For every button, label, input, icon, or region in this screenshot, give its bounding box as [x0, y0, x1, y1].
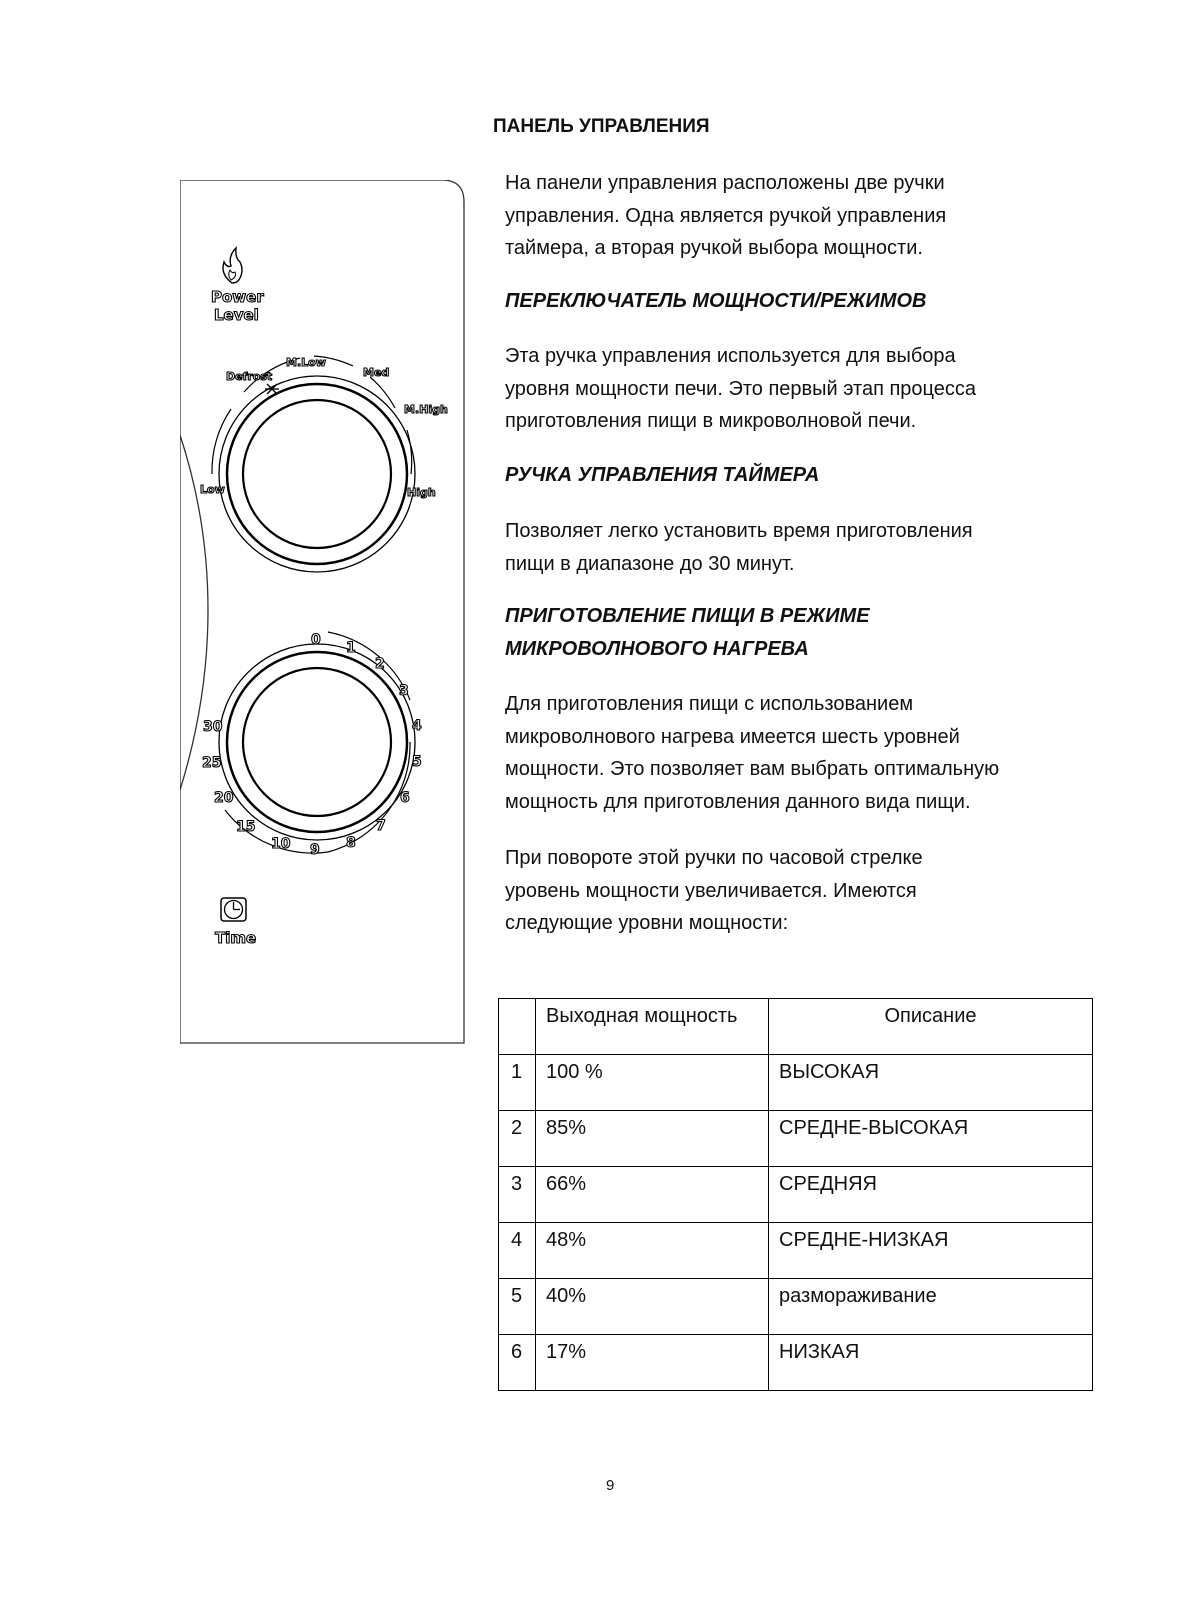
table-row [499, 1167, 1093, 1223]
text-line: уровня мощности печи. Это первый этап процесса [505, 377, 977, 400]
table-row [499, 1111, 1093, 1167]
table-cell: 85% [536, 1111, 769, 1167]
table-cell: 1 [499, 1055, 536, 1111]
intro-line: управления. Одна является ручкой управления [505, 204, 947, 227]
power-levels-table [498, 998, 1093, 1391]
table-header-cell [499, 999, 536, 1055]
table-cell: 5 [499, 1279, 536, 1335]
section-power-switch-text [505, 340, 1105, 438]
text-line: Позволяет легко установить время приготовления [505, 520, 973, 542]
page-number: 9 [606, 1477, 615, 1494]
timer-mark: 10 [271, 836, 291, 852]
heading-line: МИКРОВОЛНОВОГО НАГРЕВА [505, 638, 809, 660]
text-line: мощность для приготовления данного вида пищи. [505, 790, 971, 813]
table-header-cell: Выходная мощность [536, 999, 769, 1055]
timer-mark: 2 [375, 656, 385, 672]
section-timer-text [505, 515, 1105, 580]
table-cell: СРЕДНЕ-НИЗКАЯ [769, 1223, 1093, 1279]
timer-mark: 9 [310, 842, 320, 858]
time-label: Time [215, 929, 257, 947]
table-cell: ВЫСОКАЯ [769, 1055, 1093, 1111]
text-line: микроволнового нагрева имеется шесть уровней [505, 725, 960, 748]
intro-paragraph [505, 167, 1105, 265]
power-mark-m-low: M.Low [286, 356, 326, 369]
clock-icon [221, 898, 246, 921]
timer-mark: 30 [203, 719, 223, 735]
section-heading-power-switch: ПЕРЕКЛЮЧАТЕЛЬ МОЩНОСТИ/РЕЖИМОВ [505, 290, 927, 312]
table-cell: размораживание [769, 1279, 1093, 1335]
control-panel-illustration [180, 180, 480, 1050]
table-header-row [499, 999, 1093, 1055]
timer-mark: 5 [412, 754, 422, 770]
power-mark-defrost: Defrost [226, 370, 273, 383]
heading-line: ПРИГОТОВЛЕНИЕ ПИЩИ В РЕЖИМЕ [505, 605, 870, 627]
timer-mark: 3 [399, 683, 409, 699]
table-row [499, 1279, 1093, 1335]
table-header-cell: Описание [769, 999, 1093, 1055]
table-cell: 17% [536, 1335, 769, 1391]
table-row [499, 1335, 1093, 1391]
power-knob[interactable] [212, 356, 415, 572]
power-level-label: Level [214, 306, 259, 324]
timer-mark: 8 [346, 835, 356, 851]
section-heading-timer: РУЧКА УПРАВЛЕНИЯ ТАЙМЕРА [505, 464, 820, 486]
timer-mark: 4 [412, 718, 422, 734]
section-microwave-text-2 [505, 842, 1105, 940]
table-cell: 48% [536, 1223, 769, 1279]
text-line: При повороте этой ручки по часовой стрелке [505, 847, 923, 869]
table-cell: 6 [499, 1335, 536, 1391]
section-heading-microwave [505, 600, 1105, 666]
text-line: Для приготовления пищи с использованием [505, 693, 914, 715]
table-cell: СРЕДНЕ-ВЫСОКАЯ [769, 1111, 1093, 1167]
power-mark-high: High [407, 486, 436, 499]
section-microwave-text [505, 688, 1105, 818]
timer-mark: 20 [214, 790, 234, 806]
table-row [499, 1223, 1093, 1279]
flame-icon [223, 248, 242, 283]
table-row [499, 1055, 1093, 1111]
timer-mark: 6 [400, 790, 410, 806]
timer-mark: 15 [236, 819, 256, 835]
timer-mark: 25 [202, 755, 222, 771]
power-level-label: Power [211, 288, 264, 306]
power-mark-low: Low [200, 483, 225, 496]
text-line: Эта ручка управления используется для выбора [505, 345, 956, 367]
table-cell: 3 [499, 1167, 536, 1223]
power-mark-med: Med [363, 366, 390, 379]
intro-line: таймера, а вторая ручкой выбора мощности. [505, 237, 923, 259]
intro-line: На панели управления расположены две ручки [505, 172, 945, 194]
text-line: приготовления пищи в микроволновой печи. [505, 410, 917, 432]
text-line: уровень мощности увеличивается. Имеются [505, 879, 917, 902]
table-cell: СРЕДНЯЯ [769, 1167, 1093, 1223]
table-cell: 100 % [536, 1055, 769, 1111]
timer-mark: 1 [346, 640, 356, 656]
table-cell: 66% [536, 1167, 769, 1223]
text-line: следующие уровни мощности: [505, 912, 789, 934]
power-mark-m-high: M.High [404, 403, 448, 416]
text-line: пищи в диапазоне до 30 минут. [505, 552, 795, 575]
table-cell: 2 [499, 1111, 536, 1167]
page-title: ПАНЕЛЬ УПРАВЛЕНИЯ [493, 116, 710, 137]
text-line: мощности. Это позволяет вам выбрать оптимальную [505, 758, 1000, 780]
timer-mark: 0 [311, 632, 321, 648]
timer-mark: 7 [376, 818, 386, 834]
table-cell: 40% [536, 1279, 769, 1335]
table-cell: НИЗКАЯ [769, 1335, 1093, 1391]
table-cell: 4 [499, 1223, 536, 1279]
